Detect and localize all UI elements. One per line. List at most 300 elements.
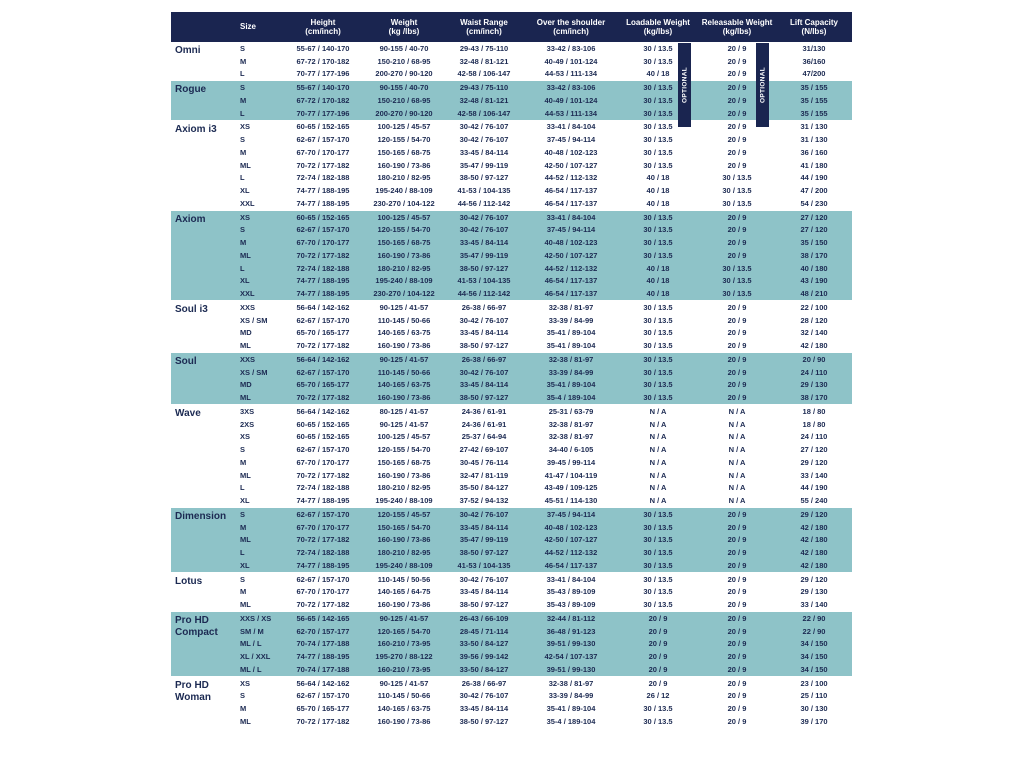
waist-cell: 41-53 / 104-135 [444, 275, 524, 288]
table-row [171, 534, 852, 547]
releasable-weight-cell: 20 / 9 [698, 612, 776, 625]
model-group [171, 508, 852, 573]
waist-cell: 30-42 / 76-107 [444, 224, 524, 237]
lift-capacity-cell: 48 / 210 [776, 287, 852, 300]
loadable-weight-cell: 30 / 13.5 [618, 94, 698, 107]
weight-cell: 180-210 / 82-95 [364, 172, 444, 185]
shoulder-cell: 44-53 / 111-134 [524, 107, 618, 120]
height-cell: 70-72 / 177-182 [282, 598, 364, 611]
waist-cell: 32-48 / 81-121 [444, 55, 524, 68]
loadable-weight-cell: 30 / 13.5 [618, 42, 698, 55]
weight-cell: 150-165 / 68-75 [364, 236, 444, 249]
height-cell: 67-72 / 170-182 [282, 55, 364, 68]
releasable-weight-cell: 20 / 9 [698, 586, 776, 599]
weight-cell: 140-165 / 64-75 [364, 586, 444, 599]
waist-cell: 32-48 / 81-121 [444, 94, 524, 107]
loadable-weight-cell: 40 / 18 [618, 262, 698, 275]
model-name: Axiom i3 [171, 120, 237, 210]
shoulder-cell: 39-51 / 99-130 [524, 663, 618, 676]
table-row [171, 339, 852, 352]
loadable-weight-cell: 30 / 13.5 [618, 249, 698, 262]
weight-cell: 230-270 / 104-122 [364, 287, 444, 300]
lift-capacity-cell: 29 / 120 [776, 572, 852, 585]
height-cell: 72-74 / 182-188 [282, 262, 364, 275]
size-cell: XS [237, 120, 282, 133]
lift-capacity-cell: 29 / 120 [776, 508, 852, 521]
releasable-weight-cell: N / A [698, 469, 776, 482]
header-lift [776, 12, 852, 42]
height-cell: 74-77 / 188-195 [282, 184, 364, 197]
lift-capacity-cell: 55 / 240 [776, 494, 852, 507]
weight-cell: 120-155 / 45-57 [364, 508, 444, 521]
shoulder-cell: 43-49 / 109-125 [524, 482, 618, 495]
lift-capacity-cell: 42 / 180 [776, 534, 852, 547]
weight-cell: 80-125 / 41-57 [364, 405, 444, 418]
optional-loadable-label: OPTIONAL [681, 67, 688, 103]
loadable-weight-cell: 30 / 13.5 [618, 339, 698, 352]
shoulder-cell: 46-54 / 117-137 [524, 559, 618, 572]
table-row [171, 521, 852, 534]
lift-capacity-cell: 27 / 120 [776, 443, 852, 456]
size-cell: MD [237, 327, 282, 340]
waist-cell: 35-47 / 99-119 [444, 159, 524, 172]
lift-capacity-cell: 31/130 [776, 42, 852, 55]
table-row [171, 690, 852, 703]
waist-cell: 30-42 / 76-107 [444, 314, 524, 327]
weight-cell: 90-155 / 40-70 [364, 42, 444, 55]
height-cell: 62-67 / 157-170 [282, 690, 364, 703]
height-cell: 70-72 / 177-182 [282, 249, 364, 262]
waist-cell: 30-42 / 76-107 [444, 210, 524, 223]
table-row [171, 197, 852, 210]
lift-capacity-cell: 24 / 110 [776, 366, 852, 379]
shoulder-cell: 42-50 / 107-127 [524, 249, 618, 262]
height-cell: 72-74 / 182-188 [282, 482, 364, 495]
height-cell: 70-72 / 177-182 [282, 534, 364, 547]
shoulder-cell: 41-47 / 104-119 [524, 469, 618, 482]
model-name: Soul [171, 353, 237, 405]
size-cell: L [237, 68, 282, 81]
height-cell: 70-77 / 177-196 [282, 107, 364, 120]
header-lift-unit: (N/lbs) [801, 27, 827, 36]
shoulder-cell: 39-45 / 99-114 [524, 456, 618, 469]
header-height-title: Height [310, 17, 336, 27]
size-cell: XL [237, 275, 282, 288]
weight-cell: 120-155 / 54-70 [364, 224, 444, 237]
weight-cell: 195-240 / 88-109 [364, 494, 444, 507]
model-name: Pro HD Compact [171, 612, 237, 677]
height-cell: 62-67 / 157-170 [282, 133, 364, 146]
model-name: Soul i3 [171, 301, 237, 353]
waist-cell: 33-45 / 84-114 [444, 146, 524, 159]
lift-capacity-cell: 33 / 140 [776, 469, 852, 482]
model-group [171, 301, 852, 353]
shoulder-cell: 32-38 / 81-97 [524, 353, 618, 366]
lift-capacity-cell: 39 / 170 [776, 715, 852, 728]
loadable-weight-cell: 30 / 13.5 [618, 224, 698, 237]
header-row [171, 12, 852, 42]
weight-cell: 160-190 / 73-86 [364, 534, 444, 547]
weight-cell: 160-190 / 73-86 [364, 249, 444, 262]
weight-cell: 90-125 / 41-57 [364, 353, 444, 366]
table-row [171, 676, 852, 689]
releasable-weight-cell: 20 / 9 [698, 42, 776, 55]
shoulder-cell: 35-41 / 89-104 [524, 702, 618, 715]
size-cell: S [237, 133, 282, 146]
loadable-weight-cell: 40 / 18 [618, 197, 698, 210]
shoulder-cell: 35-41 / 89-104 [524, 339, 618, 352]
table-row [171, 133, 852, 146]
model-group [171, 572, 852, 611]
waist-cell: 39-56 / 99-142 [444, 650, 524, 663]
waist-cell: 35-50 / 84-127 [444, 482, 524, 495]
height-cell: 62-67 / 157-170 [282, 572, 364, 585]
lift-capacity-cell: 31 / 130 [776, 133, 852, 146]
waist-cell: 38-50 / 97-127 [444, 598, 524, 611]
shoulder-cell: 45-51 / 114-130 [524, 494, 618, 507]
height-cell: 74-77 / 188-195 [282, 494, 364, 507]
lift-capacity-cell: 24 / 110 [776, 431, 852, 444]
loadable-weight-cell: 30 / 13.5 [618, 559, 698, 572]
weight-cell: 195-240 / 88-109 [364, 559, 444, 572]
releasable-weight-cell: 30 / 13.5 [698, 197, 776, 210]
loadable-weight-cell: 30 / 13.5 [618, 366, 698, 379]
header-loadable-title: Loadable Weight [626, 17, 690, 27]
releasable-weight-cell: 20 / 9 [698, 521, 776, 534]
waist-cell: 38-50 / 97-127 [444, 546, 524, 559]
releasable-weight-cell: 20 / 9 [698, 559, 776, 572]
lift-capacity-cell: 38 / 170 [776, 391, 852, 404]
size-cell: XS [237, 210, 282, 223]
table-row [171, 120, 852, 133]
size-cell: 2XS [237, 418, 282, 431]
lift-capacity-cell: 42 / 180 [776, 521, 852, 534]
lift-capacity-cell: 42 / 180 [776, 339, 852, 352]
size-cell: XXS [237, 353, 282, 366]
table-row [171, 715, 852, 728]
loadable-weight-cell: 30 / 13.5 [618, 81, 698, 94]
loadable-weight-cell: 30 / 13.5 [618, 210, 698, 223]
size-cell: ML [237, 391, 282, 404]
header-waist [444, 12, 524, 42]
lift-capacity-cell: 22 / 90 [776, 625, 852, 638]
lift-capacity-cell: 43 / 190 [776, 275, 852, 288]
weight-cell: 150-210 / 68-95 [364, 55, 444, 68]
loadable-weight-cell: N / A [618, 431, 698, 444]
shoulder-cell: 32-38 / 81-97 [524, 431, 618, 444]
weight-cell: 110-145 / 50-66 [364, 366, 444, 379]
weight-cell: 90-155 / 40-70 [364, 81, 444, 94]
releasable-weight-cell: 20 / 9 [698, 391, 776, 404]
loadable-weight-cell: 40 / 18 [618, 172, 698, 185]
height-cell: 65-70 / 165-177 [282, 379, 364, 392]
waist-cell: 30-42 / 76-107 [444, 572, 524, 585]
releasable-weight-cell: 20 / 9 [698, 546, 776, 559]
size-cell: ML / L [237, 638, 282, 651]
lift-capacity-cell: 41 / 180 [776, 159, 852, 172]
height-cell: 74-77 / 188-195 [282, 275, 364, 288]
lift-capacity-cell: 38 / 170 [776, 249, 852, 262]
loadable-weight-cell: N / A [618, 418, 698, 431]
loadable-weight-cell: 20 / 9 [618, 638, 698, 651]
size-cell: 3XS [237, 405, 282, 418]
size-cell: XXL [237, 287, 282, 300]
weight-cell: 90-125 / 41-57 [364, 418, 444, 431]
shoulder-cell: 32-44 / 81-112 [524, 612, 618, 625]
header-height-unit: (cm/inch) [305, 27, 341, 36]
weight-cell: 110-145 / 50-66 [364, 314, 444, 327]
size-cell: S [237, 81, 282, 94]
table-row [171, 366, 852, 379]
size-cell: L [237, 107, 282, 120]
releasable-weight-cell: 20 / 9 [698, 301, 776, 314]
size-cell: XL [237, 494, 282, 507]
releasable-weight-cell: 20 / 9 [698, 598, 776, 611]
waist-cell: 44-56 / 112-142 [444, 197, 524, 210]
loadable-weight-cell: N / A [618, 456, 698, 469]
releasable-weight-cell: 20 / 9 [698, 314, 776, 327]
weight-cell: 150-165 / 68-75 [364, 146, 444, 159]
height-cell: 70-72 / 177-182 [282, 715, 364, 728]
lift-capacity-cell: 36/160 [776, 55, 852, 68]
height-cell: 74-77 / 188-195 [282, 287, 364, 300]
loadable-weight-cell: N / A [618, 469, 698, 482]
waist-cell: 28-45 / 71-114 [444, 625, 524, 638]
shoulder-cell: 35-41 / 89-104 [524, 379, 618, 392]
releasable-weight-cell: 20 / 9 [698, 339, 776, 352]
waist-cell: 38-50 / 97-127 [444, 262, 524, 275]
lift-capacity-cell: 32 / 140 [776, 327, 852, 340]
size-chart-table [171, 12, 852, 728]
loadable-weight-cell: N / A [618, 494, 698, 507]
waist-cell: 30-42 / 76-107 [444, 690, 524, 703]
table-row [171, 586, 852, 599]
shoulder-cell: 32-38 / 81-97 [524, 676, 618, 689]
height-cell: 65-70 / 165-177 [282, 702, 364, 715]
size-cell: L [237, 172, 282, 185]
shoulder-cell: 42-50 / 107-127 [524, 159, 618, 172]
lift-capacity-cell: 33 / 140 [776, 598, 852, 611]
waist-cell: 42-58 / 106-147 [444, 68, 524, 81]
loadable-weight-cell: 30 / 13.5 [618, 236, 698, 249]
waist-cell: 38-50 / 97-127 [444, 339, 524, 352]
height-cell: 62-67 / 157-170 [282, 224, 364, 237]
weight-cell: 195-240 / 88-109 [364, 275, 444, 288]
header-releasable [698, 12, 776, 42]
size-cell: M [237, 94, 282, 107]
waist-cell: 24-36 / 61-91 [444, 418, 524, 431]
table-row [171, 249, 852, 262]
table-row [171, 159, 852, 172]
loadable-weight-cell: 30 / 13.5 [618, 159, 698, 172]
size-cell: XS [237, 431, 282, 444]
releasable-weight-cell: 20 / 9 [698, 107, 776, 120]
size-cell: ML [237, 534, 282, 547]
table-row [171, 559, 852, 572]
height-cell: 67-70 / 170-177 [282, 586, 364, 599]
waist-cell: 37-52 / 94-132 [444, 494, 524, 507]
weight-cell: 150-210 / 68-95 [364, 94, 444, 107]
weight-cell: 120-155 / 54-70 [364, 443, 444, 456]
lift-capacity-cell: 25 / 110 [776, 690, 852, 703]
weight-cell: 180-210 / 82-95 [364, 546, 444, 559]
weight-cell: 160-190 / 73-86 [364, 469, 444, 482]
lift-capacity-cell: 35 / 155 [776, 94, 852, 107]
shoulder-cell: 35-43 / 89-109 [524, 598, 618, 611]
weight-cell: 110-145 / 50-56 [364, 572, 444, 585]
releasable-weight-cell: N / A [698, 431, 776, 444]
weight-cell: 195-270 / 88-122 [364, 650, 444, 663]
table-row [171, 702, 852, 715]
height-cell: 67-70 / 170-177 [282, 236, 364, 249]
table-row [171, 482, 852, 495]
lift-capacity-cell: 30 / 130 [776, 702, 852, 715]
shoulder-cell: 33-41 / 84-104 [524, 572, 618, 585]
size-cell: ML [237, 339, 282, 352]
releasable-weight-cell: 20 / 9 [698, 55, 776, 68]
height-cell: 55-67 / 140-170 [282, 81, 364, 94]
table-row [171, 94, 852, 107]
loadable-weight-cell: 20 / 9 [618, 676, 698, 689]
height-cell: 70-77 / 177-196 [282, 68, 364, 81]
waist-cell: 41-53 / 104-135 [444, 184, 524, 197]
header-lift-title: Lift Capacity [789, 17, 838, 27]
releasable-weight-cell: 20 / 9 [698, 702, 776, 715]
waist-cell: 30-42 / 76-107 [444, 133, 524, 146]
header-releasable-title: Releasable Weight [701, 17, 773, 27]
shoulder-cell: 40-48 / 102-123 [524, 521, 618, 534]
waist-cell: 24-36 / 61-91 [444, 405, 524, 418]
size-cell: MD [237, 379, 282, 392]
releasable-weight-cell: 20 / 9 [698, 236, 776, 249]
table-row [171, 275, 852, 288]
table-row [171, 210, 852, 223]
releasable-weight-cell: 20 / 9 [698, 625, 776, 638]
header-weight-title: Weight [390, 17, 418, 27]
model-group [171, 120, 852, 210]
optional-releasable-label: OPTIONAL [759, 67, 766, 103]
lift-capacity-cell: 20 / 90 [776, 353, 852, 366]
table-row [171, 508, 852, 521]
height-cell: 62-67 / 157-170 [282, 443, 364, 456]
releasable-weight-cell: 20 / 9 [698, 715, 776, 728]
waist-cell: 44-56 / 112-142 [444, 287, 524, 300]
size-cell: M [237, 146, 282, 159]
loadable-weight-cell: N / A [618, 443, 698, 456]
waist-cell: 33-45 / 84-114 [444, 379, 524, 392]
lift-capacity-cell: 29 / 130 [776, 379, 852, 392]
model-name: Wave [171, 405, 237, 508]
lift-capacity-cell: 27 / 120 [776, 210, 852, 223]
loadable-weight-cell: 30 / 13.5 [618, 314, 698, 327]
releasable-weight-cell: 20 / 9 [698, 94, 776, 107]
loadable-weight-cell: N / A [618, 405, 698, 418]
height-cell: 56-64 / 142-162 [282, 676, 364, 689]
releasable-weight-cell: N / A [698, 405, 776, 418]
table-row [171, 379, 852, 392]
weight-cell: 160-210 / 73-95 [364, 638, 444, 651]
size-cell: S [237, 508, 282, 521]
lift-capacity-cell: 18 / 80 [776, 418, 852, 431]
height-cell: 62-67 / 157-170 [282, 366, 364, 379]
table-row [171, 42, 852, 55]
loadable-weight-cell: 30 / 13.5 [618, 586, 698, 599]
waist-cell: 32-47 / 81-119 [444, 469, 524, 482]
header-shoulder-title: Over the shoulder [536, 17, 606, 27]
table-row [171, 456, 852, 469]
height-cell: 55-67 / 140-170 [282, 42, 364, 55]
releasable-weight-cell: 20 / 9 [698, 572, 776, 585]
waist-cell: 33-50 / 84-127 [444, 663, 524, 676]
height-cell: 70-72 / 177-182 [282, 159, 364, 172]
shoulder-cell: 33-42 / 83-106 [524, 42, 618, 55]
loadable-weight-cell: 30 / 13.5 [618, 598, 698, 611]
waist-cell: 26-43 / 66-109 [444, 612, 524, 625]
loadable-weight-cell: 26 / 12 [618, 690, 698, 703]
height-cell: 74-77 / 188-195 [282, 559, 364, 572]
loadable-weight-cell: 30 / 13.5 [618, 327, 698, 340]
weight-cell: 160-210 / 73-95 [364, 663, 444, 676]
weight-cell: 180-210 / 82-95 [364, 482, 444, 495]
header-shoulder [524, 12, 618, 42]
shoulder-cell: 32-38 / 81-97 [524, 301, 618, 314]
releasable-weight-cell: 20 / 9 [698, 224, 776, 237]
shoulder-cell: 44-52 / 112-132 [524, 172, 618, 185]
lift-capacity-cell: 34 / 150 [776, 650, 852, 663]
loadable-weight-cell: 30 / 13.5 [618, 146, 698, 159]
shoulder-cell: 44-52 / 112-132 [524, 262, 618, 275]
releasable-weight-cell: N / A [698, 443, 776, 456]
table-row [171, 314, 852, 327]
waist-cell: 26-38 / 66-97 [444, 353, 524, 366]
shoulder-cell: 36-48 / 91-123 [524, 625, 618, 638]
weight-cell: 100-125 / 45-57 [364, 120, 444, 133]
height-cell: 67-72 / 170-182 [282, 94, 364, 107]
loadable-weight-cell: 40 / 18 [618, 184, 698, 197]
lift-capacity-cell: 35 / 150 [776, 236, 852, 249]
height-cell: 70-72 / 177-182 [282, 391, 364, 404]
header-shoulder-unit: (cm/inch) [553, 27, 589, 36]
shoulder-cell: 35-4 / 189-104 [524, 391, 618, 404]
table-row [171, 353, 852, 366]
waist-cell: 25-37 / 64-94 [444, 431, 524, 444]
size-cell: SM / M [237, 625, 282, 638]
weight-cell: 140-165 / 63-75 [364, 327, 444, 340]
shoulder-cell: 40-49 / 101-124 [524, 94, 618, 107]
waist-cell: 33-50 / 84-127 [444, 638, 524, 651]
waist-cell: 35-47 / 99-119 [444, 249, 524, 262]
shoulder-cell: 25-31 / 63-79 [524, 405, 618, 418]
weight-cell: 200-270 / 90-120 [364, 107, 444, 120]
loadable-weight-cell: 20 / 9 [618, 663, 698, 676]
shoulder-cell: 44-52 / 112-132 [524, 546, 618, 559]
waist-cell: 29-43 / 75-110 [444, 81, 524, 94]
model-name: Axiom [171, 210, 237, 300]
loadable-weight-cell: 40 / 18 [618, 68, 698, 81]
loadable-weight-cell: 30 / 13.5 [618, 508, 698, 521]
shoulder-cell: 40-48 / 102-123 [524, 236, 618, 249]
table-row [171, 625, 852, 638]
size-cell: XXS / XS [237, 612, 282, 625]
table-row [171, 546, 852, 559]
size-cell: L [237, 262, 282, 275]
height-cell: 67-70 / 170-177 [282, 456, 364, 469]
lift-capacity-cell: 27 / 120 [776, 224, 852, 237]
height-cell: 56-64 / 142-162 [282, 353, 364, 366]
size-cell: XS [237, 676, 282, 689]
shoulder-cell: 40-48 / 102-123 [524, 146, 618, 159]
waist-cell: 29-43 / 75-110 [444, 42, 524, 55]
